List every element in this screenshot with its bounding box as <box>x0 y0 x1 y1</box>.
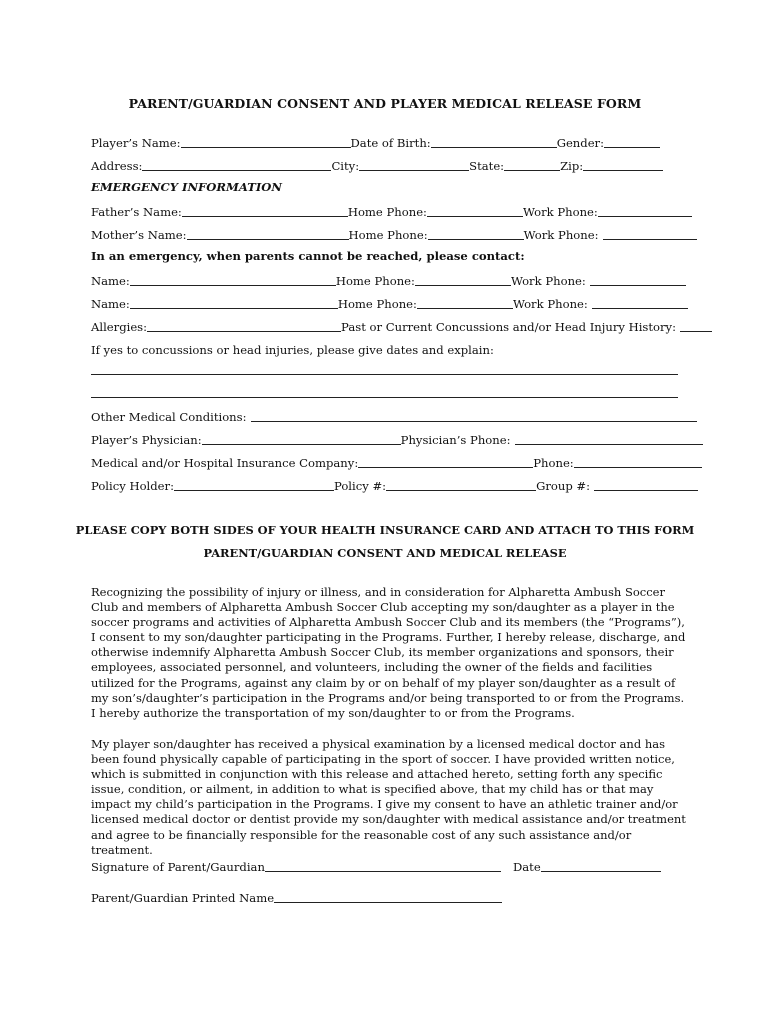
form-title: PARENT/GUARDIAN CONSENT AND PLAYER MEDICAL RELEASE FORM <box>128 96 642 111</box>
contact-1-name-field[interactable] <box>130 273 336 286</box>
insurance-card-notice: PLEASE COPY BOTH SIDES OF YOUR HEALTH INSURANCE CARD AND ATTACH TO THIS FORM <box>75 523 695 537</box>
other-conditions-label: Other Medical Conditions: <box>91 410 247 424</box>
state-field[interactable] <box>504 158 560 171</box>
emergency-information-heading: EMERGENCY INFORMATION <box>91 180 282 194</box>
contact-1-home-phone-field[interactable] <box>415 273 511 286</box>
policy-row <box>91 477 683 493</box>
physician-row <box>91 431 683 447</box>
mother-home-phone-field[interactable] <box>428 227 524 240</box>
address-label: Address: <box>91 159 143 173</box>
physicians-phone-field[interactable] <box>515 432 703 445</box>
consent-paragraph-1: Recognizing the possibility of injury or illness, and in consideration for Alpharetta Ambush Soccer Club and members of Alpharetta Ambush Soccer Club accepting my son/daughter as a player in the soccer programs and activities of Alpharetta Ambush Soccer Club and its members (the “Programs”), I consent to my son/daughter participating in the Programs. Further, I hereby release, discharge, and otherwise indemnify Alpharetta Ambush Soccer Club, its member organizations and sponsors, their employees, associated personnel, and volunteers, including the owner of the fields and facilities utilized for the Programs, against any claim by or on behalf of my player son/daughter as a result of my son’s/daughter’s participation in the Programs and/or being transported to or from the Programs. I hereby authorize the transportation of my son/daughter to or from the Programs. <box>91 585 686 720</box>
contact-2-name-label: Name: <box>91 297 130 311</box>
emergency-contact-row-1 <box>91 272 683 288</box>
emergency-contact-heading: In an emergency, when parents cannot be reached, please contact: <box>91 249 525 263</box>
concussion-explain-row <box>91 341 683 357</box>
contact-2-work-phone-label: Work Phone: <box>512 297 588 311</box>
address-row <box>91 157 683 173</box>
contact-1-work-phone-field[interactable] <box>590 273 686 286</box>
group-number-field[interactable] <box>594 478 698 491</box>
contact-2-name-field[interactable] <box>130 296 338 309</box>
insurance-phone-label: Phone: <box>533 456 574 470</box>
players-name-label: Player’s Name: <box>91 136 181 150</box>
state-label: State: <box>469 159 505 173</box>
insurance-company-field[interactable] <box>358 455 533 468</box>
consent-paragraph-2: My player son/daughter has received a physical examination by a licensed medical doctor and has been found physically capable of participating in the sport of soccer. I have provided written notice, which is submitted in conjunction with this release and attached hereto, setting forth any specific issue, condition, or ailment, in addition to what is specified above, that my child has or that may impact my child’s participation in the Programs. I give my consent to have an athletic trainer and/or licensed medical doctor or dentist provide my son/daughter with medical assistance and/or treatment and agree to be financially responsible for the reasonable cost of any such assistance and/or treatment. <box>91 737 686 857</box>
policy-holder-label: Policy Holder: <box>91 479 174 493</box>
mothers-name-field[interactable] <box>187 227 349 240</box>
allergies-field[interactable] <box>147 319 341 332</box>
mother-home-phone-label: Home Phone: <box>348 228 428 242</box>
contact-2-home-phone-label: Home Phone: <box>337 297 417 311</box>
signature-field[interactable] <box>265 859 501 872</box>
printed-name-field[interactable] <box>274 890 502 903</box>
mother-work-phone-label: Work Phone: <box>523 228 599 242</box>
allergies-row <box>91 318 683 334</box>
concussion-history-label: Past or Current Concussions and/or Head Injury History: <box>341 320 676 334</box>
insurance-company-row <box>91 454 683 470</box>
signature-row <box>91 858 683 874</box>
fathers-name-field[interactable] <box>182 204 348 217</box>
mother-work-phone-field[interactable] <box>603 227 697 240</box>
explain-line-2[interactable] <box>91 397 678 398</box>
city-field[interactable] <box>359 158 469 171</box>
players-physician-field[interactable] <box>202 432 401 445</box>
contact-2-work-phone-field[interactable] <box>592 296 688 309</box>
father-row <box>91 203 683 219</box>
father-work-phone-field[interactable] <box>598 204 692 217</box>
signature-date-label: Date <box>512 860 541 874</box>
contact-1-name-label: Name: <box>91 274 130 288</box>
mother-row <box>91 226 683 242</box>
father-home-phone-field[interactable] <box>427 204 523 217</box>
contact-1-home-phone-label: Home Phone: <box>335 274 415 288</box>
other-conditions-field[interactable] <box>251 409 697 422</box>
policy-number-label: Policy #: <box>334 479 387 493</box>
address-field[interactable] <box>142 158 331 171</box>
father-home-phone-label: Home Phone: <box>347 205 427 219</box>
emergency-contact-row-2 <box>91 295 683 311</box>
contact-1-work-phone-label: Work Phone: <box>510 274 586 288</box>
gender-label: Gender: <box>556 136 605 150</box>
allergies-label: Allergies: <box>91 320 148 334</box>
city-label: City: <box>331 159 360 173</box>
group-number-label: Group #: <box>536 479 591 493</box>
players-name-field[interactable] <box>181 135 351 148</box>
zip-field[interactable] <box>583 158 663 171</box>
explain-line-1[interactable] <box>91 374 678 375</box>
gender-field[interactable] <box>604 135 660 148</box>
date-of-birth-label: Date of Birth: <box>350 136 431 150</box>
insurance-company-label: Medical and/or Hospital Insurance Company: <box>91 456 359 470</box>
printed-name-row <box>91 889 683 905</box>
printed-name-label: Parent/Guardian Printed Name <box>91 891 275 905</box>
fathers-name-label: Father’s Name: <box>91 205 182 219</box>
zip-label: Zip: <box>560 159 584 173</box>
players-physician-label: Player’s Physician: <box>91 433 202 447</box>
physicians-phone-label: Physician’s Phone: <box>400 433 511 447</box>
date-of-birth-field[interactable] <box>431 135 557 148</box>
concussion-history-field[interactable] <box>680 319 712 332</box>
other-conditions-row <box>91 408 683 424</box>
player-info-row <box>91 134 683 150</box>
concussion-explain-label: If yes to concussions or head injuries, please give dates and explain: <box>91 343 494 357</box>
policy-number-field[interactable] <box>386 478 536 491</box>
signature-label: Signature of Parent/Gaurdian <box>91 860 265 874</box>
insurance-phone-field[interactable] <box>574 455 702 468</box>
father-work-phone-label: Work Phone: <box>522 205 598 219</box>
consent-release-heading: PARENT/GUARDIAN CONSENT AND MEDICAL RELEASE <box>203 546 567 560</box>
signature-date-field[interactable] <box>541 859 661 872</box>
mothers-name-label: Mother’s Name: <box>91 228 187 242</box>
policy-holder-field[interactable] <box>174 478 334 491</box>
contact-2-home-phone-field[interactable] <box>417 296 513 309</box>
